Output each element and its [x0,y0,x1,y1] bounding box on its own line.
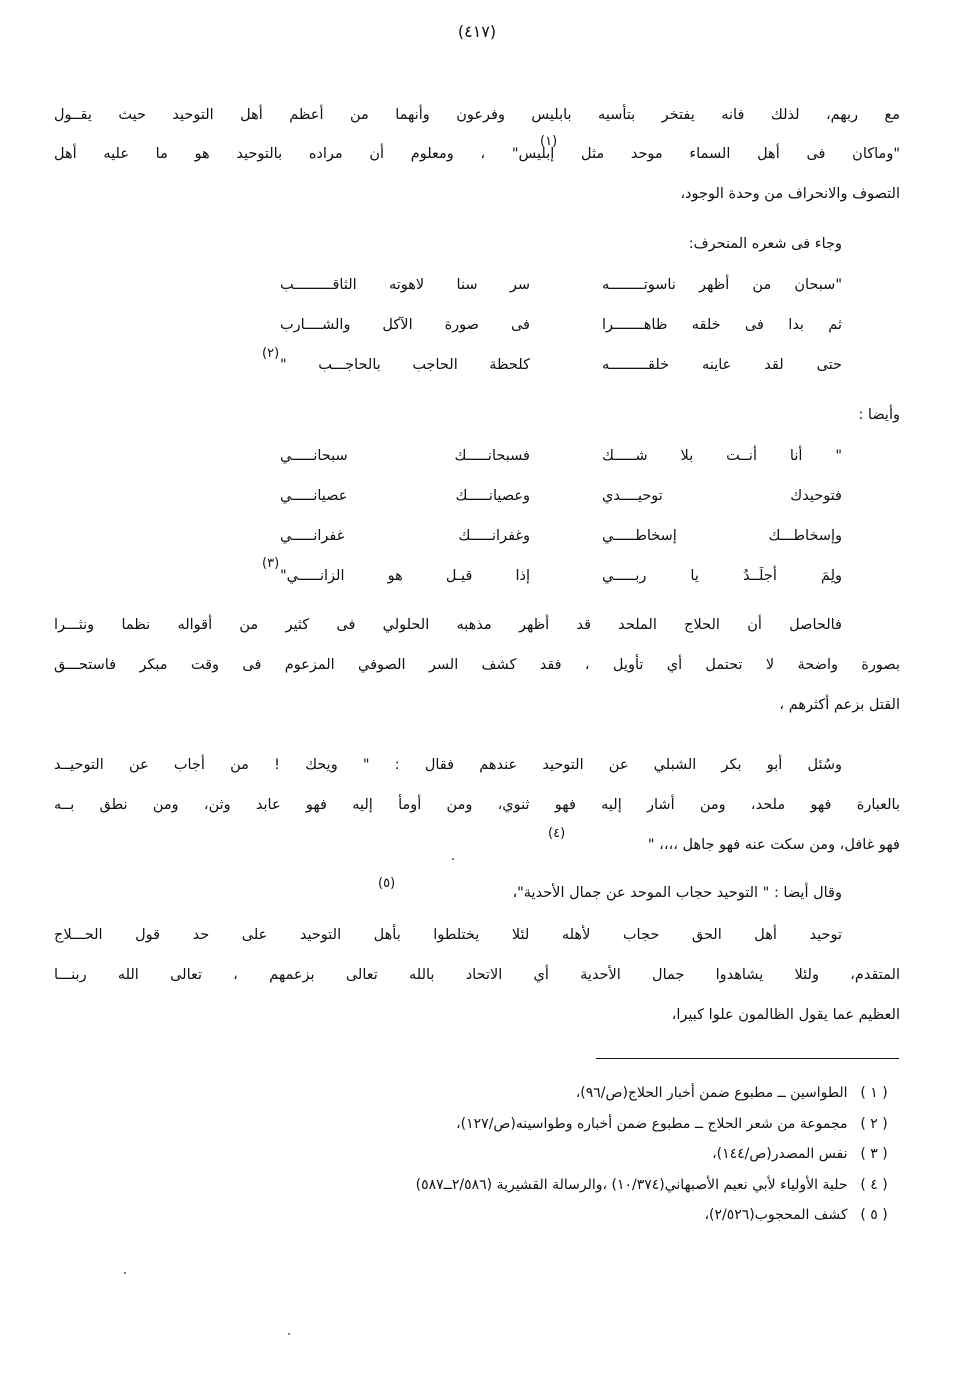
footnote-divider [596,1058,899,1059]
footnote [712,1146,896,1162]
poem-hemistich-left: كلحظة الحاجب بالحاجـــب " [280,357,530,373]
footnote-text: نفس المصدر(ص/١٤٤)، [712,1146,848,1162]
text-line: العظيم عما يقول الظالمون علوا كبيرا، [671,1007,900,1023]
poem-hemistich-left: وغفرانـــــك غفرانـــــي [280,528,530,544]
footnote-ref: (٣) [262,556,280,571]
footnote-number: ( ٢ ) [860,1116,888,1132]
scan-speck [124,1272,126,1274]
footnote-text: حلية الأولياء لأبي نعيم الأصبهاني(١٠/٣٧٤) ،والرسالة القشيرية (٢/٥٨٦ــ٥٨٧) [415,1177,848,1193]
footnote-number: ( ٥ ) [860,1207,888,1223]
text-line: القتل بزعم أكثرهم ، [779,697,900,713]
poem-hemistich-left: فسبحانـــــك سبحانـــــي [280,448,530,464]
poem-hemistich-right: فتوحيدك توحيــــدي [602,488,842,504]
text-line: التصوف والانحراف من وحدة الوجود، [680,186,900,202]
footnote-number: ( ٤ ) [860,1177,888,1193]
poem-hemistich-left: سر سنا لاهوته الثاقـــــــــب [280,277,530,293]
footnote [704,1207,896,1223]
poem-hemistich-right: " أنا أنــت بلا شـــــك [602,448,842,464]
text-line: بالعبارة فهو ملحد، ومن أشار إليه فهو ثنوي، ومن أومأ إليه فهو عابد وثن، ومن نطق بــه [54,797,900,813]
poem-hemistich-left: وعصيانـــــك عصيانـــــي [280,488,530,504]
footnote [456,1116,896,1132]
poem-hemistich-left: فى صورة الآكل والشــــارب [280,317,530,333]
page-number: (٤١٧) [457,22,497,41]
poem-intro: وأيضا : [858,407,900,423]
text-line: بصورة واضحة لا تحتمل أي تأويل ، فقد كشف السر الصوفي المزعوم فى وقت مبكر فاستحـــق [54,657,900,673]
poem-hemistich-right: ثم بدا فى خلقه ظاهـــــــرا [602,317,842,333]
text-line: وقال أيضا : " التوحيد حجاب الموحد عن جمال الأحدية"، [512,885,842,901]
footnote-text: مجموعة من شعر الحلاج ــ مطبوع ضمن أخباره وطواسينه(ص/١٢٧)، [456,1116,848,1132]
footnote [416,1177,896,1193]
text-line: وسُئل أبو بكر الشبلي عن التوحيد عندهم فقال : " ويحك ! من أجاب عن التوحيــد [54,757,842,773]
text-line: مع ربهم، لذلك فانه يفتخر بتأسيه بابليس وفرعون وأنهما من أعظم أهل التوحيد حيث يقــول [54,107,900,123]
footnote-ref: (٥) [378,876,396,891]
text-line: فهو غافل، ومن سكت عنه فهو جاهل ،،،، " [647,837,900,853]
poem-hemistich-left: إذا قيـل هو الزانـــــي" [280,568,530,584]
footnote-number: ( ١ ) [860,1085,888,1101]
poem-intro: وجاء فى شعره المنحرف: [688,236,842,252]
footnote-ref: (١) [540,134,558,149]
footnote-text: الطواسين ــ مطبوع ضمن أخبار الحلاج(ص/٩٦)، [575,1085,848,1101]
scan-speck [452,858,454,860]
footnote [576,1085,896,1101]
footnote-text: كشف المحجوب(٢/٥٢٦)، [704,1207,848,1223]
poem-hemistich-right: وإسخاطـــك إسخاطـــــي [602,528,842,544]
poem-hemistich-right: "سبحان من أظهر ناسوتــــــــه [602,277,842,293]
footnote-ref: (٢) [262,346,280,361]
footnote-number: ( ٣ ) [860,1146,888,1162]
scan-speck [288,1333,290,1335]
text-line: توحيد أهل الحق حجاب لأهله لئلا يختلطوا بأهل التوحيد على حد قول الحـــلاج [54,927,842,943]
poem-hemistich-right: حتى لقد عاينه خلقـــــــــه [602,357,842,373]
footnote-ref: (٤) [548,826,566,841]
poem-hemistich-right: ولِمَ أجلَــدُ يا ربـــــي [602,568,842,584]
text-line: المتقدم، ولئلا يشاهدوا جمال الأحدية أي الاتحاد بالله تعالى بزعمهم ، تعالى الله ربنـــا [54,967,900,983]
text-line: "وماكان فى أهل السماء موحد مثل إبليس" ، ومعلوم أن مراده بالتوحيد هو ما عليه أهل [54,146,900,162]
text-line: فالحاصل أن الحلاج الملحد قد أظهر مذهبه الحلولي فى كثير من أقواله نظما ونثـــرا [54,617,842,633]
